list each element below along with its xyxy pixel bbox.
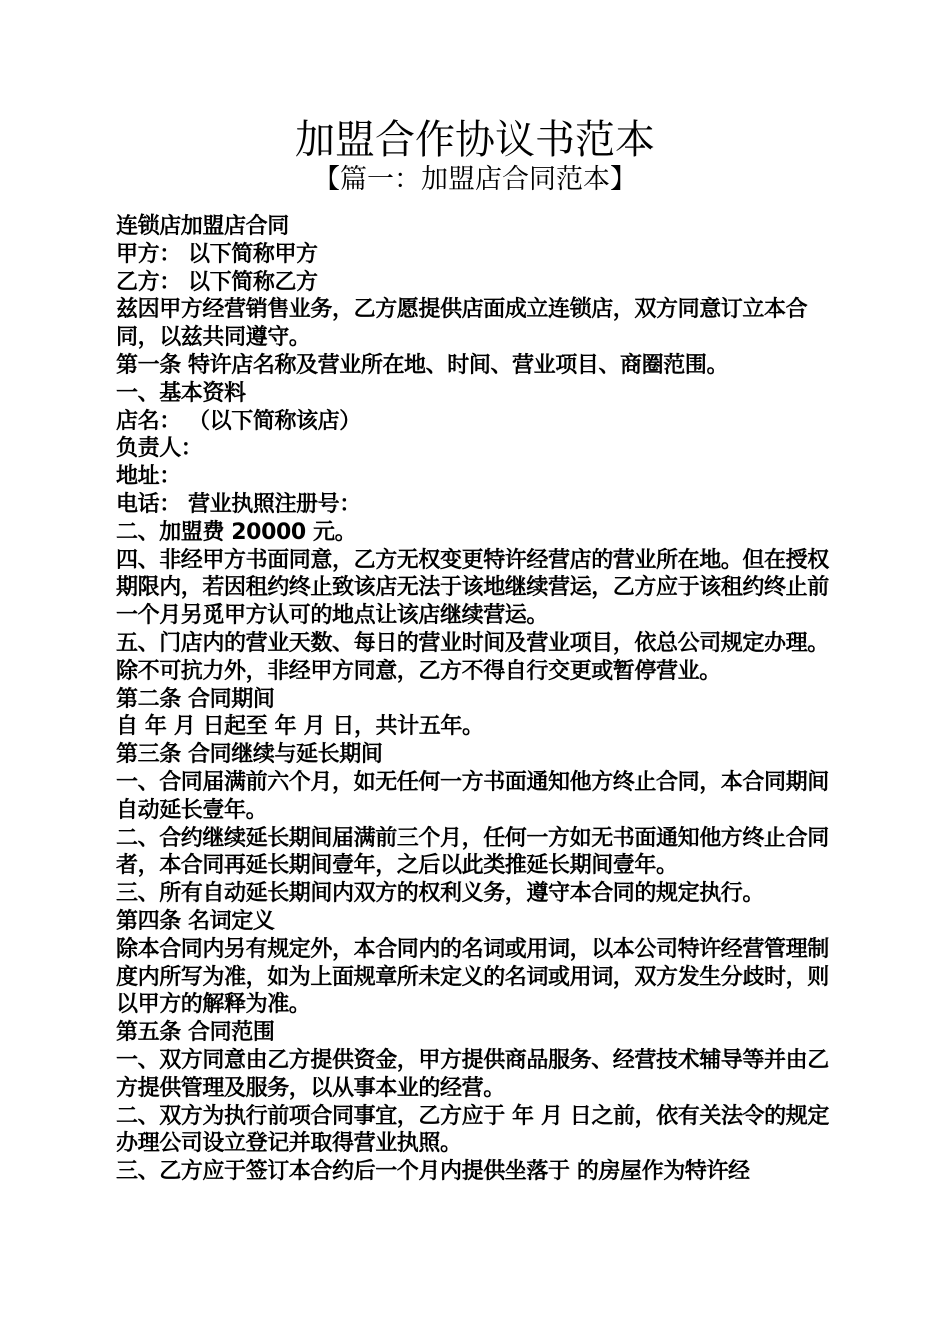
paragraph: 二、合约继续延长期间届满前三个月，任何一方如无书面通知他方终止合同者，本合同再延长期间壹年，之后以此类推延长期间壹年。	[116, 825, 829, 879]
paragraph: 甲方： 以下简称甲方	[116, 241, 318, 267]
paragraph: 地址：	[116, 464, 181, 490]
paragraph: 乙方： 以下简称乙方	[116, 269, 318, 295]
paragraph: 店名： （以下简称该店）	[116, 408, 361, 434]
paragraph: 第五条 合同范围	[116, 1020, 275, 1046]
paragraph: 除本合同内另有规定外，本合同内的名词或用词，以本公司特许经营管理制度内所写为准，如为上面规章所未定义的名词或用词，双方发生分歧时，则以甲方的解释为准。	[116, 936, 829, 1018]
paragraph: 一、基本资料	[116, 380, 246, 406]
paragraph: 一、双方同意由乙方提供资金，甲方提供商品服务、经营技术辅导等并由乙 方提供管理及服务，以从事本业的经营。	[116, 1047, 829, 1101]
paragraph: 第二条 合同期间	[116, 686, 275, 712]
document-title: 加盟合作协议书范本	[295, 117, 655, 163]
paragraph: 第三条 合同继续与延长期间	[116, 742, 383, 768]
paragraph: 四、非经甲方书面同意，乙方无权变更特许经营店的营业所在地。但在授权期限内，若因租约终止致该店无法于该地继续营运，乙方应于该租约终止前一个月另觅甲方认可的地点让该店继续营运。	[116, 547, 829, 629]
paragraph: 一、合同届满前六个月，如无任何一方书面通知他方终止合同，本合同期间自动延长壹年。	[116, 769, 829, 823]
paragraph: 三、乙方应于签订本合约后一个月内提供坐落于 的房屋作为特许经	[116, 1159, 750, 1185]
paragraph: 负责人：	[116, 436, 203, 462]
paragraph: 自 年 月 日起至 年 月 日，共计五年。	[116, 714, 484, 740]
paragraph: 二、加盟费 20000 元。	[116, 519, 357, 545]
paragraph: 第四条 名词定义	[116, 908, 275, 934]
paragraph: 兹因甲方经营销售业务，乙方愿提供店面成立连锁店，双方同意订立本合同，以兹共同遵守。	[116, 297, 808, 351]
paragraph: 二、双方为执行前项合同事宜，乙方应于 年 月 日之前，依有关法令的规定办理公司设立登记并取得营业执照。	[116, 1103, 829, 1157]
paragraph: 第一条 特许店名称及营业所在地、时间、营业项目、商圈范围。	[116, 352, 729, 378]
contract-body	[116, 213, 838, 1186]
paragraph: 三、所有自动延长期间内双方的权利义务，遵守本合同的规定执行。	[116, 881, 765, 907]
paragraph: 电话： 营业执照注册号：	[116, 491, 361, 517]
paragraph: 连锁店加盟店合同	[116, 214, 289, 239]
document-subtitle: 【篇一：加盟店合同范本】	[313, 164, 637, 195]
paragraph: 五、门店内的营业天数、每日的营业时间及营业项目，依总公司规定办理。除不可抗力外，非经甲方同意，乙方不得自行交更或暂停营业。	[116, 630, 829, 684]
